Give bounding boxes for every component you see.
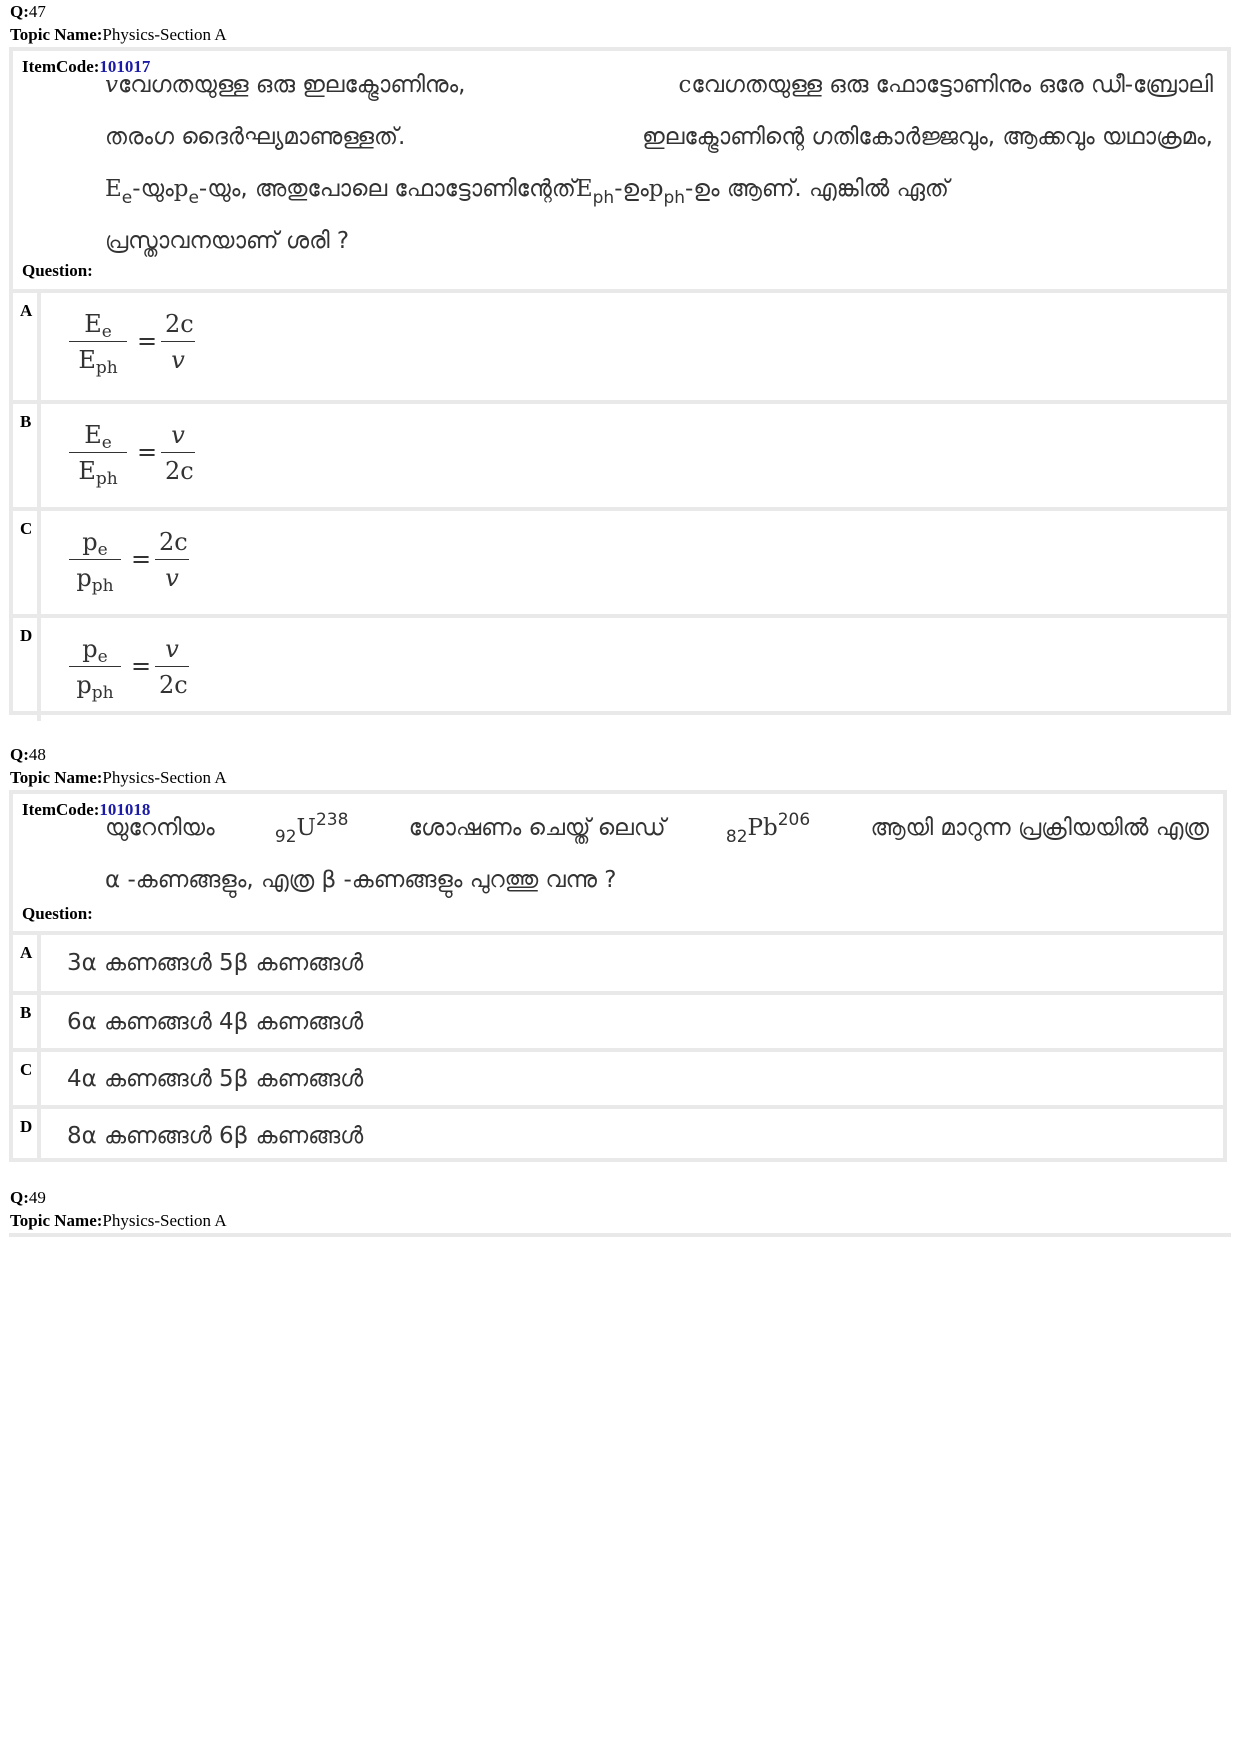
item-code: ItemCode:101017	[22, 57, 151, 76]
option-C[interactable]: C $p_e$ $p_{ph}$ = $\frac{2c}{v}$	[13, 507, 1227, 614]
option-text: 8α കണങ്ങൾ 6β കണങ്ങൾ	[67, 1122, 364, 1149]
question-header-49	[10, 1186, 227, 1232]
option-label: C	[13, 511, 41, 614]
option-text: 3α കണങ്ങൾ 5β കണങ്ങൾ	[67, 950, 364, 976]
question-number: 49	[28, 1188, 46, 1207]
options-list	[13, 935, 1223, 1162]
question-label: Question:	[22, 261, 93, 280]
question-number: 48	[28, 745, 46, 764]
option-text: 6α കണങ്ങൾ 4β കണങ്ങൾ	[67, 1008, 364, 1035]
stem-line: vവേഗതയുള്ള ഒരു ഇലക്ട്രോണിനും, cവേഗതയുള്ള ഒരു ഫോട്ടോണിനും ഒരേ ഡീ-ബ്രോലി	[105, 72, 1213, 98]
option-label: C	[13, 1052, 41, 1105]
q-prefix: Q:	[10, 1188, 29, 1207]
question-number: 47	[28, 2, 46, 21]
stem-line: യുറേനിയം $92U^{238}$ ശോഷണം ചെയ്ത് ലെഡ് 82Pb$^{206}$ ആയി മാറുന്ന പ്രക്രിയയിൽ എത്ര	[105, 810, 1209, 847]
stem-line: തരംഗ ദൈർഘ്യമാണുള്ളത്. ഇലക്ട്രോണിന്റെ ഗതികോർജ്ജവും, ആക്കവും യഥാക്രമം,	[105, 124, 1213, 150]
topic-name: Physics-Section A	[102, 25, 227, 44]
stem-line: α -കണങ്ങളും, എത്ര β -കണങ്ങളും പുറത്തു വന്നു ?	[105, 867, 617, 893]
option-D[interactable]	[13, 1105, 1223, 1162]
option-text: 4α കണങ്ങൾ 5β കണങ്ങൾ	[67, 1065, 364, 1092]
question-label: Question:	[22, 904, 93, 923]
question-stem	[13, 794, 1223, 935]
option-label: B	[13, 404, 41, 507]
question-header-48	[10, 743, 227, 789]
q-prefix: Q:	[10, 2, 29, 21]
option-D[interactable]: D $p_e$ $p_{ph}$ = $\frac{v}{2c}$	[13, 614, 1227, 721]
question-box-48	[9, 790, 1227, 1162]
topic-name: Physics-Section A	[102, 1211, 227, 1230]
q-prefix: Q:	[10, 745, 29, 764]
topic-prefix: Topic Name:	[10, 25, 103, 44]
option-label: D	[13, 618, 41, 721]
stem-line: പ്രസ്താവനയാണ് ശരി ?	[105, 228, 350, 254]
stem-text	[105, 59, 1213, 267]
question-box-49-top-border	[9, 1233, 1231, 1237]
option-B[interactable]	[13, 991, 1223, 1048]
option-B[interactable]: B $E_e$ $E_{ph}$ = $\frac{v}{2c}$	[13, 400, 1227, 507]
topic-prefix: Topic Name:	[10, 1211, 103, 1230]
stem-text	[105, 802, 1209, 906]
item-code: ItemCode:101018	[22, 800, 151, 819]
stem-line: $E_e-യുംp_e-യും$, അതുപോലെ $ഫോട്ടോണിന്റേത്E_{ph}-ഉംp_{ph}-ഉം$ ആണ്. എങ്കിൽ ഏത്	[105, 176, 949, 208]
options-list	[13, 293, 1227, 721]
question-box-47	[9, 47, 1231, 715]
question-stem	[13, 51, 1227, 293]
option-label: B	[13, 995, 41, 1048]
option-label: A	[13, 293, 41, 400]
option-A[interactable]: A $E_e$ $E_{ph}$ = $\frac{2c}{v}$	[13, 293, 1227, 400]
option-A[interactable]	[13, 935, 1223, 991]
topic-prefix: Topic Name:	[10, 768, 103, 787]
question-header-47	[10, 0, 227, 46]
option-label: A	[13, 935, 41, 991]
option-C[interactable]	[13, 1048, 1223, 1105]
option-label: D	[13, 1109, 41, 1162]
topic-name: Physics-Section A	[102, 768, 227, 787]
